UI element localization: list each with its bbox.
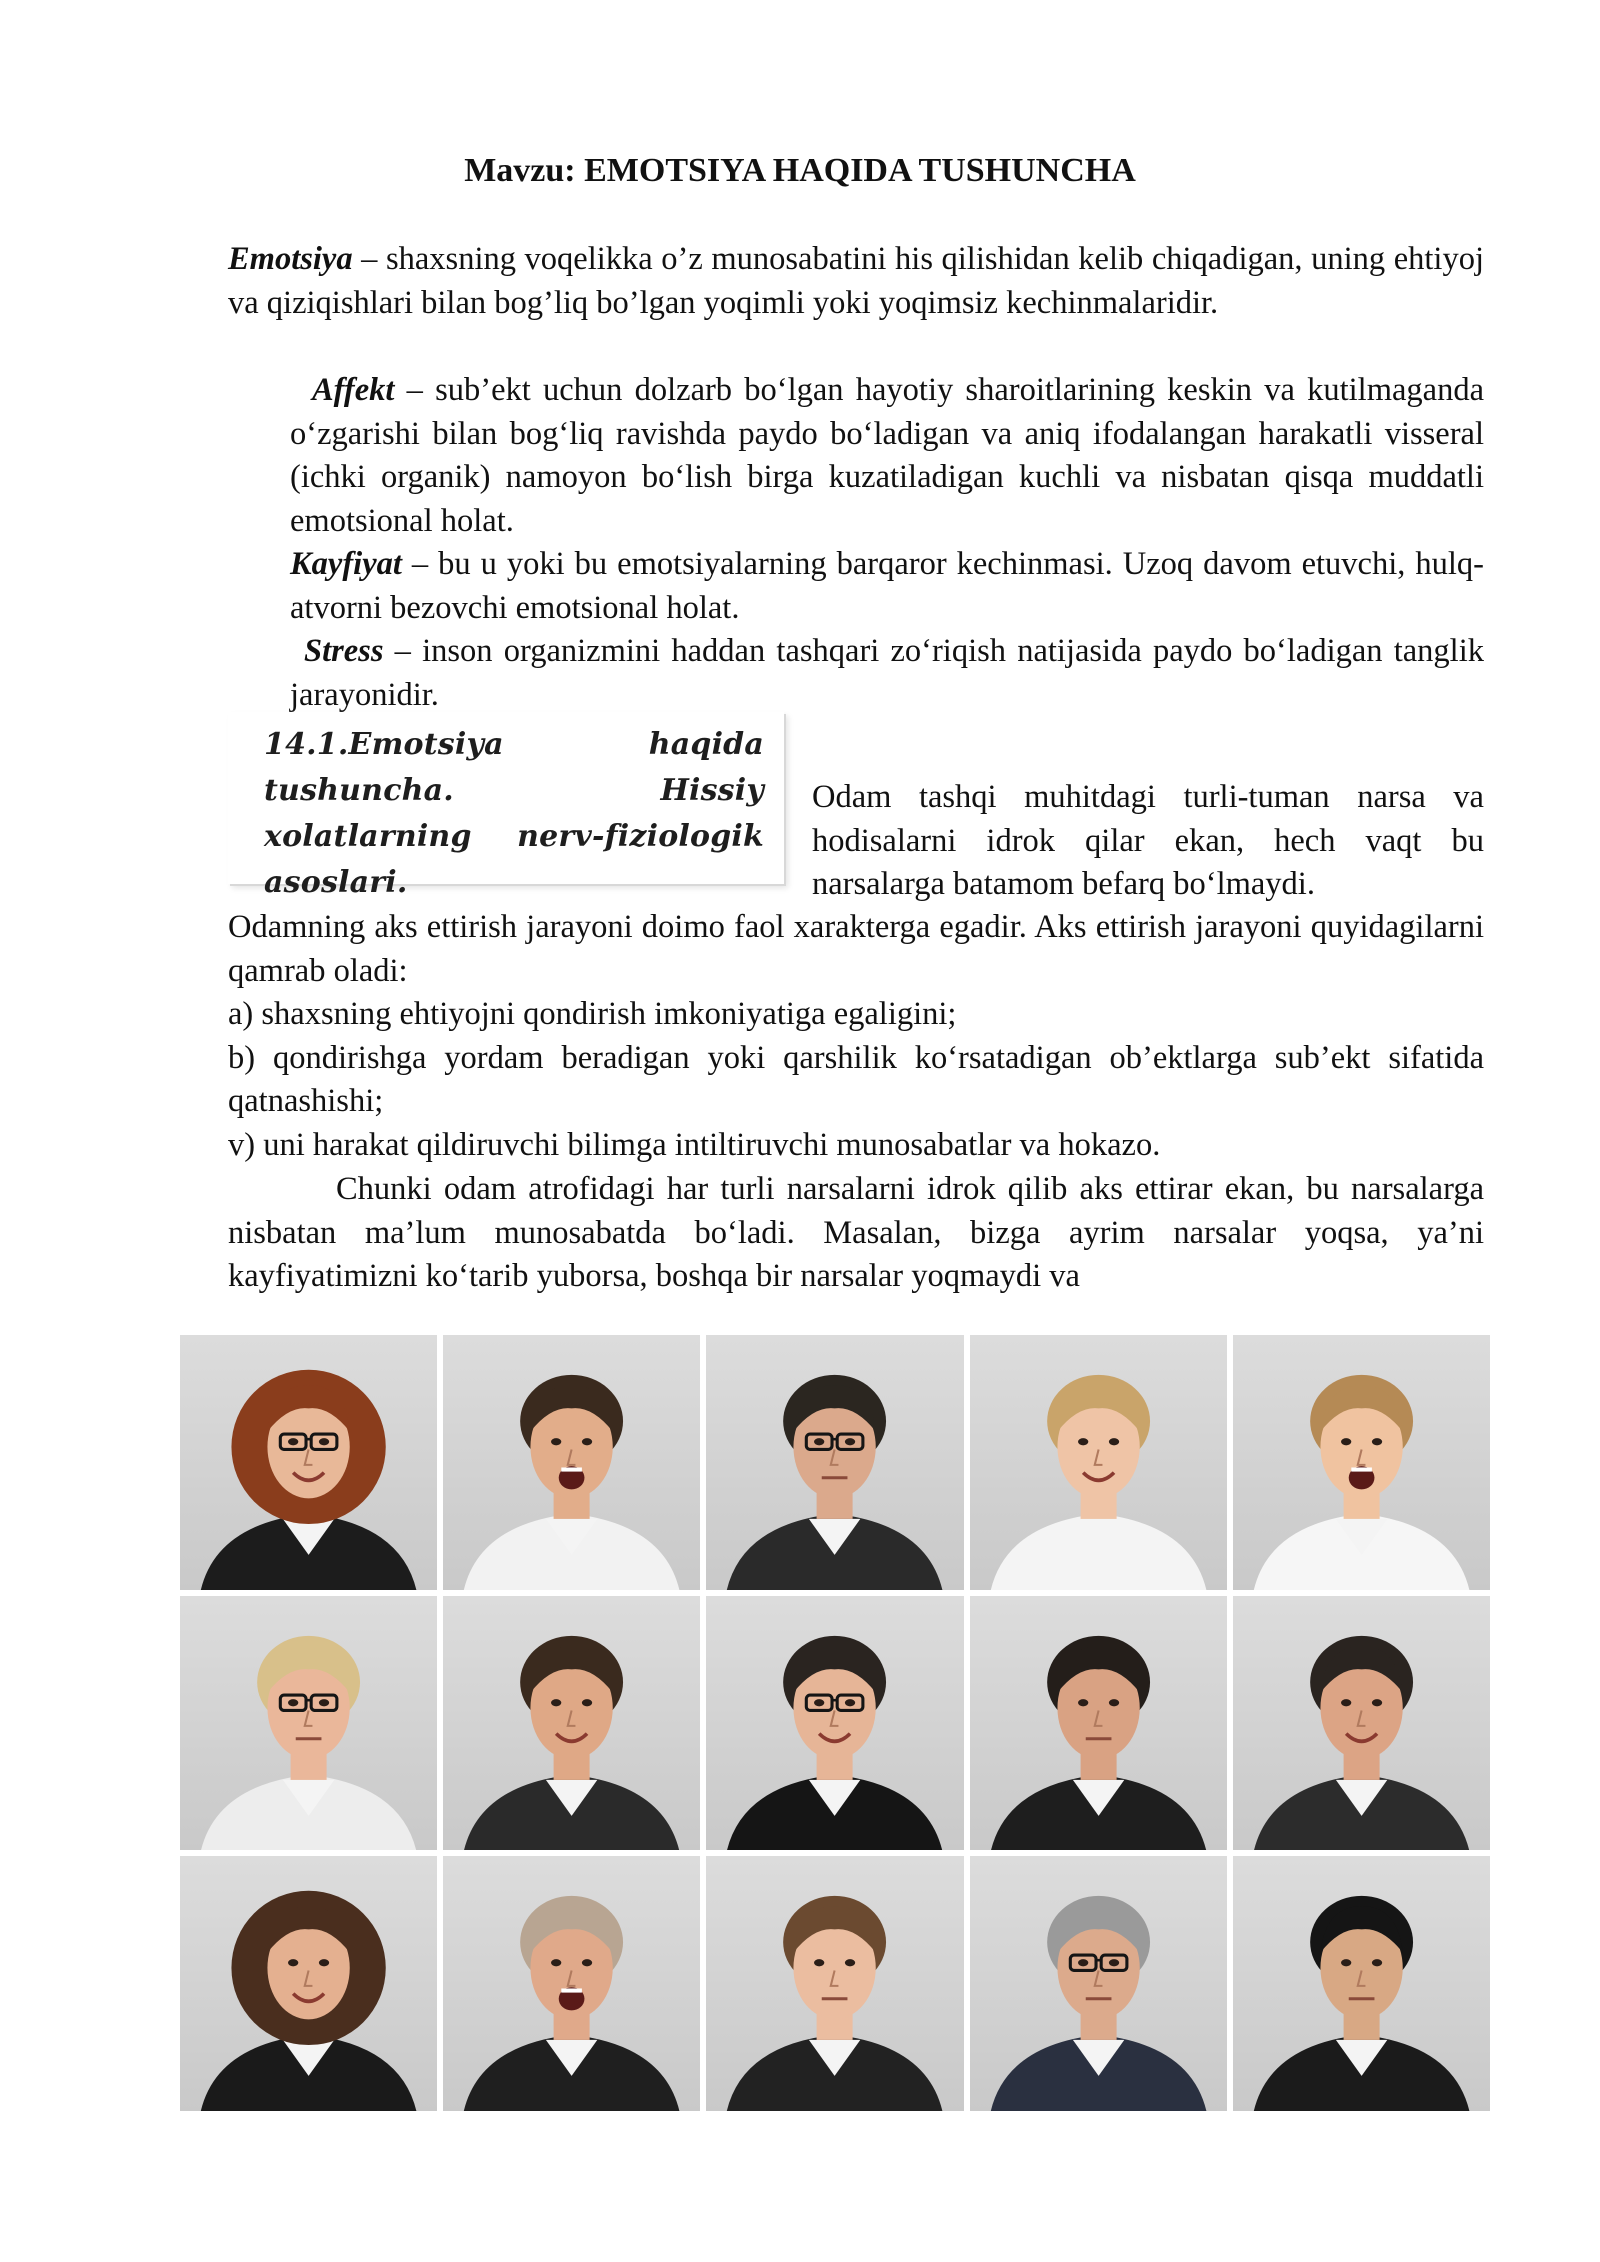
term-affekt: Affekt (312, 372, 395, 408)
portrait-illustration (443, 1856, 700, 2111)
portrait-photo (443, 1335, 700, 1590)
portrait-illustration (1233, 1856, 1490, 2111)
portrait-illustration (443, 1335, 700, 1590)
portrait-photo (706, 1596, 963, 1851)
definition-stress (290, 630, 1484, 717)
portrait-illustration (970, 1596, 1227, 1851)
paragraph-block (228, 906, 1484, 1167)
definition-affekt-text: – sub’ekt uchun dolzarb bo‘lgan hayotiy sharoitlarining keskin va kutilmaganda o‘zgarishi bilan bog‘liq ravishda paydo bo‘ladigan va aniq ifodalangan harakatli visseral (ichki organik) namoyon bo‘lish birga kuzatiladigan kuchli va nisbatan qisqa muddatli emotsional holat. (290, 372, 1484, 539)
definition-affekt (290, 369, 1484, 543)
portrait-illustration (1233, 1335, 1490, 1590)
portrait-illustration (970, 1856, 1227, 2111)
paragraph-intro: Odam tashqi muhitdagi turli-tuman narsa va hodisalarni idrok qilar ekan, hech vaqt bu narsalarga batamom befarq bo‘lmaydi. (812, 779, 1484, 902)
portrait-illustration (1233, 1596, 1490, 1851)
portrait-illustration (180, 1335, 437, 1590)
portrait-photo (443, 1856, 700, 2111)
list-item-v: v) uni harakat qildiruvchi bilimga intiltiruvchi munosabatlar va hokazo. (228, 1126, 1161, 1163)
portrait-illustration (706, 1335, 963, 1590)
paragraph-last: Chunki odam atrofidagi har turli narsalarni idrok qilib aks ettirar ekan, bu narsalarga nisbatan ma’lum munosabatda bo‘ladi. Masalan, bizga ayrim narsalar yoqsa, ya’ni kayfiyatimizni ko‘tarib yuborsa, boshqa bir narsalar yoqmaydi va (228, 1171, 1484, 1294)
portrait-photo (970, 1335, 1227, 1590)
portrait-photo (970, 1856, 1227, 2111)
page-title: Mavzu: EMOTSIYA HAQIDA TUSHUNCHA (464, 152, 1136, 189)
portrait-photo (706, 1335, 963, 1590)
portrait-illustration (706, 1856, 963, 2111)
portrait-illustration (443, 1596, 700, 1851)
portrait-photo (970, 1596, 1227, 1851)
portrait-photo (1233, 1596, 1490, 1851)
portrait-illustration (706, 1596, 963, 1851)
list-item-b: b) qondirishga yordam beradigan yoki qarshilik ko‘rsatadigan ob’ektlarga sub’ekt sifatida qatnashishi; (228, 1039, 1484, 1119)
portrait-photo (180, 1335, 437, 1590)
portrait-photo (706, 1856, 963, 2111)
portrait-illustration (970, 1335, 1227, 1590)
portrait-illustration (180, 1856, 437, 2111)
section-caption-box (228, 712, 784, 900)
term-emotsiya: Emotsiya (228, 241, 353, 277)
definition-emotsiya (228, 238, 1484, 325)
portrait-photo (180, 1596, 437, 1851)
section-caption: 14.1.Emotsiya haqida tushuncha. Hissiy xolatlarning nerv-fiziologik asoslari. (264, 727, 764, 900)
term-stress: Stress (304, 633, 384, 669)
definition-stress-text: – inson organizmini haddan tashqari zo‘riqish natijasida paydo bo‘ladigan tanglik jarayonidir. (290, 633, 1484, 713)
definition-kayfiyat-text: – bu u yoki bu emotsiyalarning barqaror kechinmasi. Uzoq davom etuvchi, hulq-atvorni bezovchi emotsional holat. (290, 546, 1484, 626)
paragraph-continuation: Odamning aks ettirish jarayoni doimo faol xarakterga egadir. Aks ettirish jarayoni quyidagilarni qamrab oladi: (228, 909, 1484, 989)
portrait-photo (180, 1856, 437, 2111)
portrait-photo (1233, 1856, 1490, 2111)
definition-kayfiyat (290, 543, 1484, 630)
portrait-photo (443, 1596, 700, 1851)
emotion-photo-grid (180, 1335, 1490, 2111)
portrait-illustration (180, 1596, 437, 1851)
term-kayfiyat: Kayfiyat (290, 546, 402, 582)
list-item-a: a) shaxsning ehtiyojni qondirish imkoniyatiga egaligini; (228, 996, 957, 1032)
definition-emotsiya-text: – shaxsning voqelikka o’z munosabatini his qilishidan kelib chiqadigan, uning ehtiyoj va qiziqishlari bilan bog’liq bo’lgan yoqimli yoki yoqimsiz kechinmalaridir. (228, 241, 1484, 321)
portrait-photo (1233, 1335, 1490, 1590)
